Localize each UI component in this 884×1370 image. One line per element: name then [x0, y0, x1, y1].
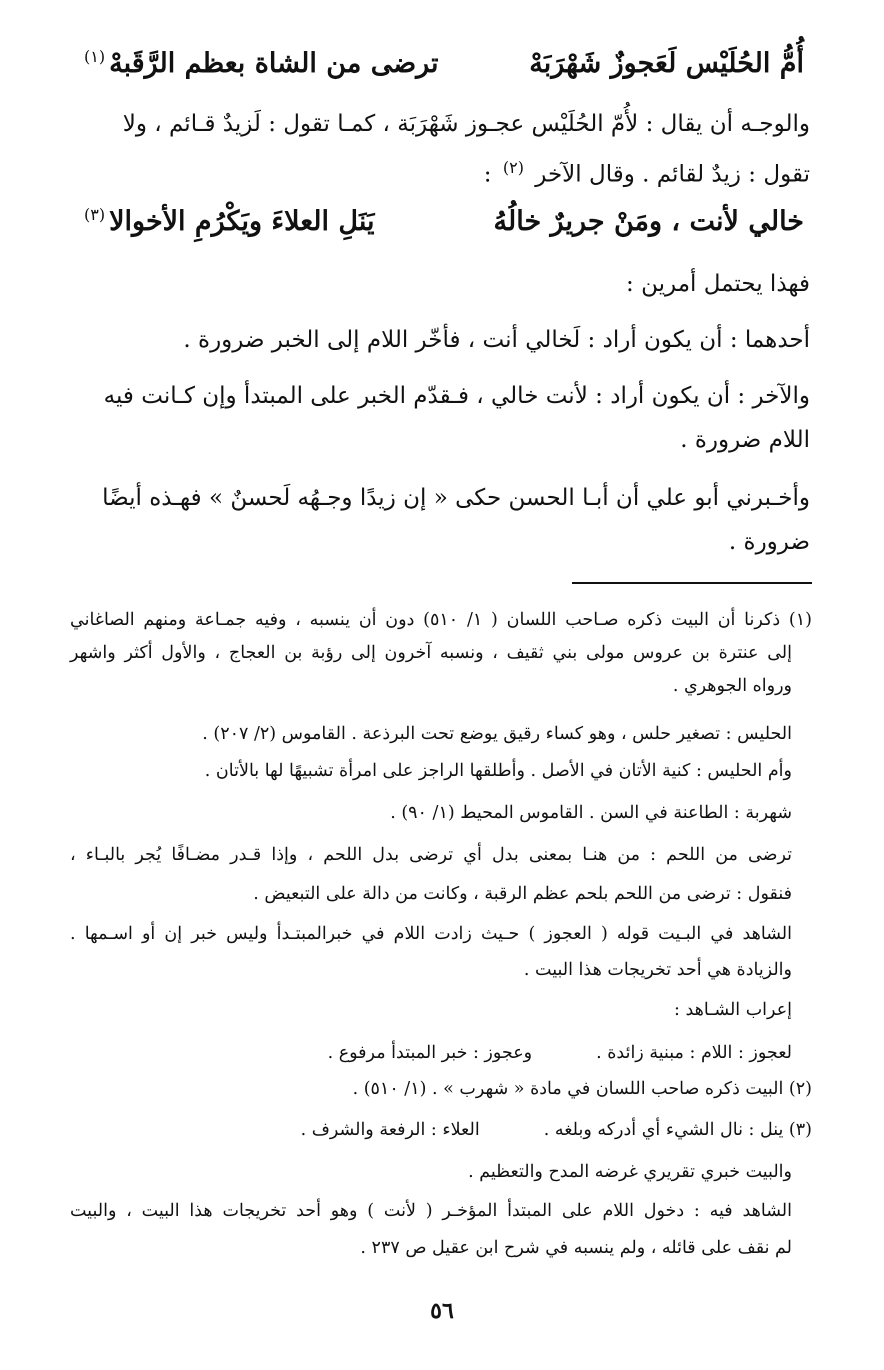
verse-2-second-text: يَنَلِ العلاءَ ويَكْرُمِ الأخوالا — [109, 206, 375, 237]
footnote-3-line-2: والبيت خبري تقريري غرضه المدح والتعظيم . — [468, 1162, 792, 1182]
paragraph-1-line-1: والوجـه أن يقال : لأُمّ الحُلَيْس عجـوز شَهْرَبَة ، كمـا تقول : لَزيدٌ قـائم ، ولا — [122, 111, 810, 137]
footnote-1-line-2: إلى عنترة بن عروس مولى بني ثقيف ، ونسبه آخرون إلى رؤبة بن العجاج ، والأول أكثر واشهر — [70, 643, 792, 663]
verse-1-second-text: ترضى من الشاة بعظم الرَّقَبهْ — [109, 48, 439, 79]
footnote-3-line-4: لم نقف على قائله ، ولم ينسبه في شرح ابن عقيل ص ٢٣٧ . — [360, 1238, 792, 1258]
footnote-3-line-1 — [70, 1114, 812, 1147]
footnote-1-line-4: الحليس : تصغير حلس ، وهو كساء رقيق يوضع تحت البرذعة . القاموس (٢/ ٢٠٧) . — [202, 724, 792, 744]
footnote-1-line-12-part-a: لعجوز : اللام : مبنية زائدة . — [596, 1043, 792, 1063]
footnote-1-line-11: إعراب الشـاهد : — [674, 1000, 792, 1020]
paragraph-4-line-2: اللام ضرورة . — [680, 427, 810, 453]
footnote-1-line-3: ورواه الجوهري . — [672, 676, 792, 696]
verse-2-first-hemistich: خالي لأنت ، ومَنْ جريرٌ خالُهُ — [493, 205, 804, 237]
footnote-1-line-12-part-b: وعجوز : خبر المبتدأ مرفوع . — [327, 1043, 533, 1063]
paragraph-5-line-2: ضرورة . — [728, 529, 810, 555]
paragraph-3: أحدهما : أن يكون أراد : لَخالي أنت ، فأخّر اللام إلى الخبر ضرورة . — [183, 327, 810, 353]
page-number: ٥٦ — [430, 1298, 454, 1324]
footnote-3-line-1-part-b: العلاء : الرفعة والشرف . — [300, 1120, 480, 1140]
verse-1 — [80, 36, 804, 90]
footnote-1-line-9: الشاهد في البـيت قوله ( العجوز ) حـيث زادت اللام في خبرالمبتـدأ وليس خبر إن أو اسـمها . — [70, 924, 792, 944]
footnote-ref-3: (٣) — [84, 205, 106, 224]
footnote-1-line-12 — [70, 1037, 792, 1070]
footnote-1-line-10: والزيادة هي أحد تخريجات هذا البيت . — [523, 960, 792, 980]
footnote-1-line-1: (١) ذكرنا أن البيت ذكره صـاحب اللسان ( ١/ ٥١٠) دون أن ينسبه ، وفيه جمـاعة ومنهم الصاغاني — [70, 610, 812, 630]
paragraph-2: فهذا يحتمل أمرين : — [626, 271, 810, 297]
footnote-1-line-7: ترضى من اللحم : من هنـا بمعنى بدل أي ترضى بدل اللحم ، وإذا قـدر مضـافًا يُجر بالبـاء ، — [70, 845, 792, 865]
verse-2-second-hemistich — [80, 205, 374, 237]
paragraph-4-line-1: والآخر : أن يكون أراد : لأنت خالي ، فـقدّم الخبر على المبتدأ وإن كـانت فيه — [103, 383, 810, 409]
footnote-3-line-3: الشاهد فيه : دخول اللام على المبتدأ المؤخـر ( لأنت ) وهو أحد تخريجات هذا البيت ، والبيت — [70, 1201, 792, 1221]
footnote-1-line-6: شهربة : الطاعنة في السن . القاموس المحيط (١/ ٩٠) . — [390, 803, 792, 823]
verse-1-second-hemistich — [80, 47, 439, 79]
verse-2 — [80, 194, 804, 248]
paragraph-1-line-2-text: تقول : زيدٌ لقائم . وقال الآخر — [535, 161, 810, 188]
footnote-1-line-8: فنقول : ترضى من اللحم بلحم عظم الرقبة ، وكانت من دالة على التبعيض . — [253, 884, 792, 904]
footnote-ref-2: (٢) — [502, 158, 524, 177]
footnote-separator — [572, 582, 812, 584]
paragraph-1-line-2 — [70, 146, 810, 197]
paragraph-5-line-1: وأخـبرني أبو علي أن أبـا الحسن حكى « إن زيدًا وجـهُه لَحسنٌ » فهـذه أيضًا — [102, 485, 810, 511]
footnote-2: (٢) البيت ذكره صاحب اللسان في مادة « شهرب » . (١/ ٥١٠) . — [352, 1079, 812, 1099]
footnote-1-line-5: وأم الحليس : كنية الأتان في الأصل . وأطلقها الراجز على امرأة تشبيهًا لها بالأتان . — [204, 761, 792, 781]
paragraph-1-line-2-colon: : — [483, 161, 492, 188]
verse-1-first-hemistich: أُمُّ الحُلَيْس لَعَجوزٌ شَهْرَبَهْ — [529, 47, 804, 79]
footnote-3-line-1-part-a: (٣) ينل : نال الشيء أي أدركه وبلغه . — [543, 1120, 812, 1140]
footnote-ref-1: (١) — [84, 47, 106, 66]
